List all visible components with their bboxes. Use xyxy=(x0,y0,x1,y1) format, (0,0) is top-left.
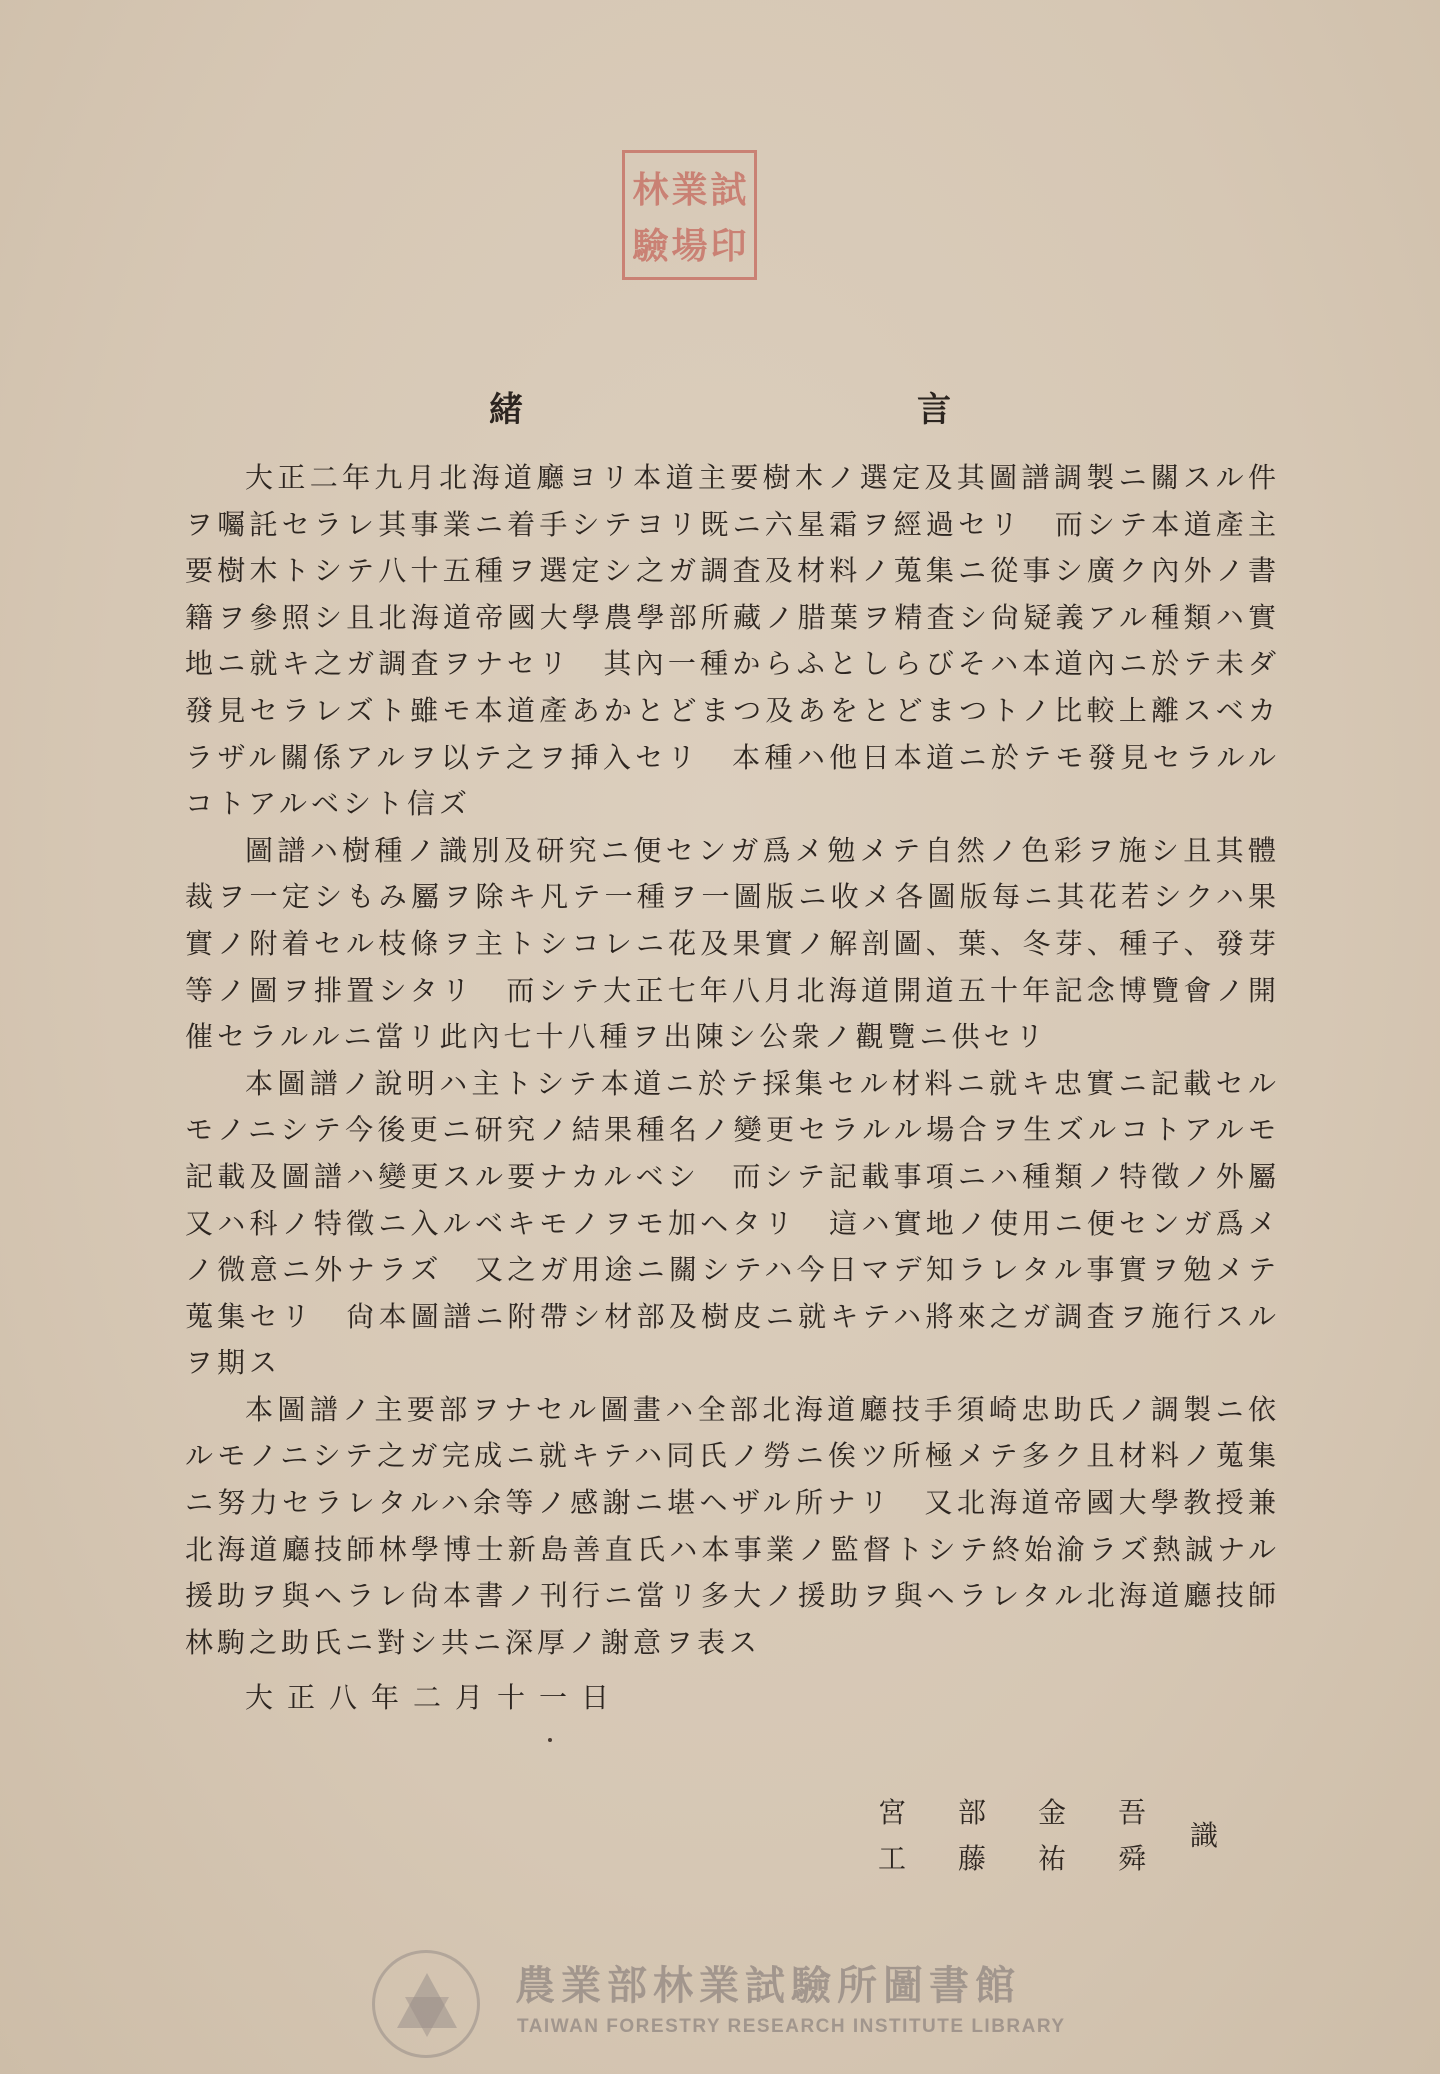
signatory-name: 宮部金吾 xyxy=(878,1796,1199,1829)
paragraph: 圖譜ハ樹種ノ識別及研究ニ便センガ爲メ勉メテ自然ノ色彩ヲ施シ且其體裁ヲ一定シもみ屬ヲ除キ凡テ一種ヲ一圖版ニ收メ各圖版每ニ其花若シクハ果實ノ附着セル枝條ヲ主トシコレニ花及果實ノ解剖圖、葉、冬芽、種子、發芽等ノ圖ヲ排置シタリ 而シテ大正七年八月北海道開道五十年記念博覽會ノ開催セラルルニ當リ此內七十八種ヲ出陳シ公衆ノ觀覽ニ供セリ xyxy=(185,833,1280,1054)
signatory-name: 工藤祐舜 xyxy=(878,1842,1199,1875)
seal-char: 印 xyxy=(710,224,747,267)
signature-suffix: 識 xyxy=(1190,1819,1219,1852)
seal-char: 驗 xyxy=(632,224,669,267)
paragraph: 大正二年九月北海道廳ヨリ本道主要樹木ノ選定及其圖譜調製ニ關スル件ヲ囑託セラレ其事業ニ着手シテヨリ既ニ六星霜ヲ經過セリ 而シテ本道產主要樹木トシテ八十五種ヲ選定シ之ガ調査及材料ノ蒐集ニ從事シ廣ク內外ノ書籍ヲ參照シ且北海道帝國大學農學部所藏ノ腊葉ヲ精査シ尙疑義アル種類ハ實地ニ就キ之ガ調査ヲナセリ 其內一種からふとしらびそハ本道內ニ於テ未ダ發見セラレズト雖モ本道產あかとどまつ及あをとどまつトノ比較上離スベカラザル關係アルヲ以テ之ヲ挿入セリ 本種ハ他日本道ニ於テモ發見セラルルコトアルベシト信ズ xyxy=(185,461,1280,821)
preface-date: 大正八年二月十一日 xyxy=(245,1681,624,1714)
red-seal-stamp xyxy=(622,150,757,280)
seal-char: 場 xyxy=(671,224,708,267)
library-logo-icon xyxy=(372,1950,480,2058)
paragraph: 本圖譜ノ說明ハ主トシテ本道ニ於テ採集セル材料ニ就キ忠實ニ記載セルモノニシテ今後更ニ研究ノ結果種名ノ變更セラルル場合ヲ生ズルコトアルモ記載及圖譜ハ變更スル要ナカルベシ 而シテ記載事項ニハ種類ノ特徵ノ外屬又ハ科ノ特徵ニ入ルベキモノヲモ加ヘタリ 這ハ實地ノ使用ニ便センガ爲メノ微意ニ外ナラズ 又之ガ用途ニ關シテハ今日マデ知ラレタル事實ヲ勉メテ蒐集セリ 尙本圖譜ニ附帶シ材部及樹皮ニ就キテハ將來之ガ調査ヲ施行スルヲ期ス xyxy=(185,1066,1280,1380)
page-title: 緒 言 xyxy=(489,390,1131,430)
preface-body xyxy=(185,455,1280,1666)
seal-char: 林 xyxy=(632,168,669,211)
watermark-chinese: 農業部林業試驗所圖書館 xyxy=(515,1963,1021,2009)
paragraph: 本圖譜ノ主要部ヲナセル圖畫ハ全部北海道廳技手須崎忠助氏ノ調製ニ依ルモノニシテ之ガ完成ニ就キテハ同氏ノ勞ニ俟ツ所極メテ多ク且材料ノ蒐集ニ努力セラレタルハ余等ノ感謝ニ堪ヘザル所ナリ 又北海道帝國大學教授兼北海道廳技師林學博士新島善直氏ハ本事業ノ監督トシテ終始渝ラズ熱誠ナル援助ヲ與ヘラレ尙本書ノ刊行ニ當リ多大ノ援助ヲ與ヘラレタル北海道廳技師林駒之助氏ニ對シ共ニ深厚ノ謝意ヲ表ス xyxy=(185,1392,1280,1659)
ink-dot xyxy=(548,1738,552,1742)
watermark-english: TAIWAN FORESTRY RESEARCH INSTITUTE LIBRARY xyxy=(517,2016,1066,2037)
seal-char: 業 xyxy=(671,168,708,211)
seal-char: 試 xyxy=(710,168,747,211)
signatories xyxy=(878,1790,1198,1882)
